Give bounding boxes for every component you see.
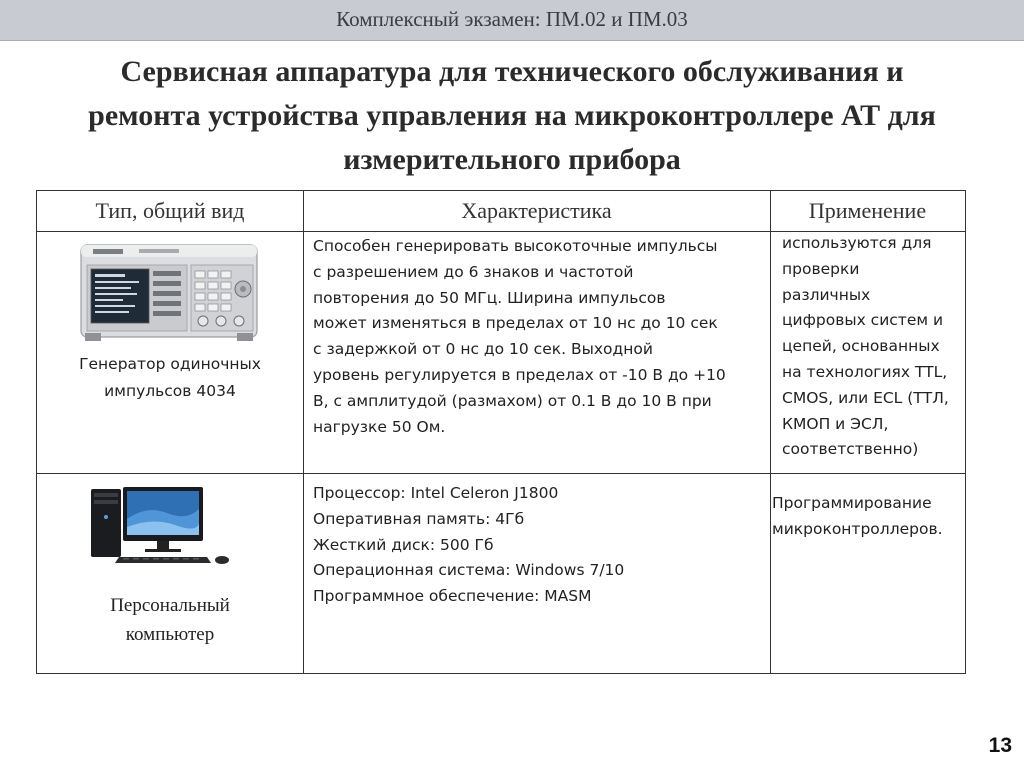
spec-line: с задержкой от 0 нс до 10 сек. Выходной: [313, 340, 653, 359]
spec-line: В, с амплитудой (размахом) от 0.1 В до 10 В при: [313, 391, 712, 410]
spec-line: Способен генерировать высокоточные импульсы: [313, 237, 718, 255]
pulse-generator-image: [79, 241, 259, 343]
use-line: используются для: [782, 234, 932, 252]
spec-cell: [313, 481, 624, 610]
column-divider: [770, 191, 771, 673]
column-header-spec: Характеристика: [461, 198, 612, 223]
column-header-use: Применение: [808, 198, 927, 223]
equipment-table: [36, 190, 966, 674]
spec-cell: [313, 234, 726, 440]
device-name: [37, 351, 303, 405]
column-header-type: Тип, общий вид: [95, 198, 245, 223]
spec-line: повторения до 50 МГц. Ширина импульсов: [313, 288, 666, 307]
use-line: Программирование: [772, 494, 932, 512]
spec-line: уровень регулируется в пределах от -10 В до +10: [313, 365, 726, 384]
use-line: различных: [782, 285, 871, 304]
device-name-line: Персональный: [110, 595, 230, 616]
column-divider: [303, 191, 304, 673]
spec-line: нагрузке 50 Ом.: [313, 417, 446, 436]
spec-line: Оперативная память: 4Гб: [313, 509, 525, 528]
use-line: на технологиях TTL,: [782, 362, 948, 381]
use-line: КМОП и ЭСЛ,: [782, 414, 889, 433]
spec-line: может изменяться в пределах от 10 нс до 10 сек: [313, 314, 718, 333]
spec-line: Программное обеспечение: MASM: [313, 587, 592, 606]
page-number: 13: [988, 734, 1012, 757]
use-line: микроконтроллеров.: [772, 519, 943, 538]
device-name-line: компьютер: [125, 624, 215, 645]
spec-line: с разрешением до 6 знаков и частотой: [313, 262, 634, 281]
use-line: цифровых систем и: [782, 311, 944, 330]
title-line: ремонта устройства управления на микроконтроллере АТ для: [88, 99, 936, 132]
title-line: Сервисная аппаратура для технического обслуживания и: [120, 55, 904, 88]
device-name: [37, 591, 303, 649]
use-line: соответственно): [782, 440, 919, 459]
slide-title: [20, 50, 1004, 182]
header-bar: [0, 0, 1024, 41]
spec-line: Процессор: Intel Celeron J1800: [313, 484, 559, 502]
use-cell: [772, 491, 943, 543]
device-name-line: Генератор одиночных: [79, 355, 261, 373]
use-line: цепей, основанных: [782, 337, 940, 356]
device-name-line: импульсов 4034: [104, 382, 236, 400]
row-divider: [37, 473, 965, 474]
spec-line: Жесткий диск: 500 Гб: [313, 535, 494, 554]
header-text: Комплексный экзамен: ПМ.02 и ПМ.03: [336, 7, 688, 31]
spec-line: Операционная система: Windows 7/10: [313, 561, 625, 580]
use-cell: [782, 231, 949, 463]
personal-computer-image: [87, 483, 232, 567]
use-line: CMOS, или ECL (ТТЛ,: [782, 388, 949, 407]
title-line: измерительного прибора: [343, 143, 681, 176]
use-line: проверки: [782, 259, 860, 278]
